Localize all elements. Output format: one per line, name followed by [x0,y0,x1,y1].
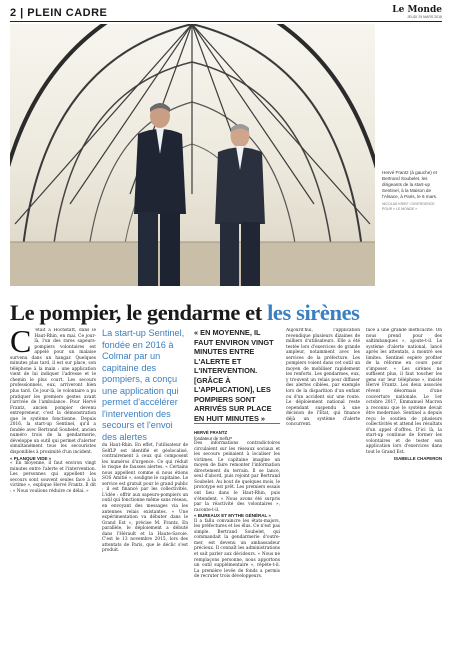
headline-accent: les sirènes [267,300,360,325]
subheading: « PLANQUE VIDE » [10,455,52,461]
caption-text: Hervé Frantz (à gauche) et Bertrand Soubelet, les dirigeants de la start-up Sentinel, à la Maison de l'Alsace, à Paris, le 6 mars. [382,170,438,199]
article-headline [10,300,442,326]
subheading: « BUREAUX ET MYTHE GÉNÉRAL » [194,513,271,519]
quote-rule [194,423,280,424]
paragraph: du Haut-Rhin. En effet, l'utilisateur de SelfLP est identifié et géolocalisé, contrairement à ceux qui composent les numéros d'urgence. Ce qui réduit le risque de fausses alertes. « Certains nous appellent comme si nous étions SOS Amitié », souligne le capitaine. Le service est gratuit pour le grand public ; il est financé par les collectivités. L'idée : offrir aux sapeurs-pompiers un outil qui fonctionne même sans réseau, en envoyant des messages via les antennes relais existantes. « Une expérimentation va débuter dans le Grand Est », précise M. Frantz. En parallèle, le déploiement a débuté dans l'Hérault et la Haute-Savoie. C'est le 13 novembre 2015, lors des attentats de Paris, que le déclic s'est produit. [102,443,188,554]
headline-main: Le pompier, le gendarme et [10,300,268,325]
photo-illustration [10,24,375,286]
header-rule [10,21,442,22]
issue-date: JEUDI 29 MARS 2018 [407,15,442,19]
article-lead: La start-up Sentinel, fondée en 2016 à Colmar par un capitaine des pompiers, a conçu une application qui permet d'accélérer l'intervention des secours et l'envoi des alertes [102,328,185,442]
article-column-1 [10,328,96,654]
quote-author: HERVÉ FRANTZ [194,430,228,435]
article-column-2 [102,328,188,654]
article-column-5 [366,328,442,654]
paragraph: Des informations contradictoires circulaient sur les réseaux sociaux et les secours peinaient à localiser les victimes. Le capitaine imagine un moyen de faire remonter l'information directement du terrain. Il se lance, seul d'abord, puis rejoint par Bertrand Soubelet. Au bout de quelques mois, le prototype est prêt. Les premiers essais ont lieu dans le Haut-Rhin, puis s'étendent. « Nous avons été surpris par la réactivité des volontaires », raconte-t-il. [194,441,280,513]
article-column-3 [194,328,280,654]
quote-attribution [194,430,280,441]
main-photo [10,24,375,286]
paragraph: Il a fallu convaincre les états-majors, les préfectures et les élus. Ce n'est pas simple. Bertrand Soubelet, qui commandait la gendarmerie d'outre-mer, est devenu un ambassadeur précieux. Il connaît les administrations et sait parler aux décideurs. « Nous ne remplaçons personne, nous apportons un outil supplémentaire », répète-t-il. La première levée de fonds a permis de recruter trois développeurs. [194,518,280,580]
section-label: 2 | PLEIN CADRE [10,7,108,19]
paragraph: « En moyenne, il faut environ vingt minutes entre l'alerte et l'intervention. Les personnes qui appellent les secours sont souvent seules face à la victime », explique Hervé Frantz. Il dit : « Nous voulions réduire ce délai. » [10,461,96,494]
article-column-4 [286,328,360,654]
author-signature: ISABELLE CHAPERON [393,455,442,461]
newspaper-logo: Le Monde [392,5,442,15]
paragraph: face à une grande inefficacité. On nous prend pour des saltimbanques », ajoute-t-il. Le système d'alerte national, lancé après les attentats, a montré ses limites. Sentinel espère profiter de la réforme en cours pour s'imposer. « Les sirènes ne suffisent plus, il faut toucher les gens sur leur téléphone », insiste Hervé Frantz. Les deux associés rêvent désormais d'une couverture nationale. Le 1er octobre 2017, Emmanuel Macron a reconnu que le système devait être modernisé. Sentinel a depuis reçu le soutien de plusieurs collectivités et attend les résultats d'un appel d'offres. D'ici là, la start-up continue de former les volontaires et de tester son application lors d'exercices dans tout le Grand Est. [366,328,442,456]
paragraph: Aujourd'hui, l'application revendique plusieurs dizaines de milliers d'utilisateurs. Elle a été testée lors d'exercices de grande ampleur, notamment avec les services de la préfecture. Les pompiers voient dans cet outil un moyen de mobiliser rapidement les renforts. Les gendarmes, eux, y trouvent un relais pour diffuser des alertes ciblées, par exemple lors de la disparition d'un enfant ou d'un accident sur une route. Le déploiement national reste cependant suspendu à une décision de l'État, qui finance déjà un système d'alerte concurrent. [286,328,360,428]
paragraph: 'était à Hochstatt, dans le Haut-Rhin, en mai. Ce jour-là, l'un des rares sapeurs-pompiers volontaires est appelé pour un malaise survenu dans un hangar. Quelques minutes plus tard, il est sur place, son téléphone à la main : une application vient de lui indiquer l'adresse et le chemin le plus court. Les secours professionnels, eux, arriveront bien plus tard. Ce jour-là, le volontaire a pu pratiquer les premiers gestes avant l'arrivée de l'ambulance. Pour Hervé Frantz, ancien pompier devenu entrepreneur, c'est la démonstration que le système fonctionne. Depuis 2016, la start-up Sentinel, qu'il a fondée avec Bertrand Soubelet, ancien numéro trois de la gendarmerie, développe un outil qui permet d'alerter simultanément tous les secouristes disponibles à proximité d'un incident. [10,328,96,456]
photo-credit: NICOLAS KRIEF / DIVERGENCE POUR « LE MONDE » [382,202,435,211]
pull-quote: « EN MOYENNE, IL FAUT ENVIRON VINGT MINUTES ENTRE L'ALERTE ET L'INTERVENTION. [GRÂCE À L'APPLICATION], LES POMPIERS SONT ARRIVÉS SUR PLACE EN HUIT MINUTES » [194,328,274,423]
page-header [10,5,442,21]
photo-caption [382,170,442,211]
quote-role: fondateur de SelfLP [194,435,232,441]
drop-cap: C [10,328,32,359]
